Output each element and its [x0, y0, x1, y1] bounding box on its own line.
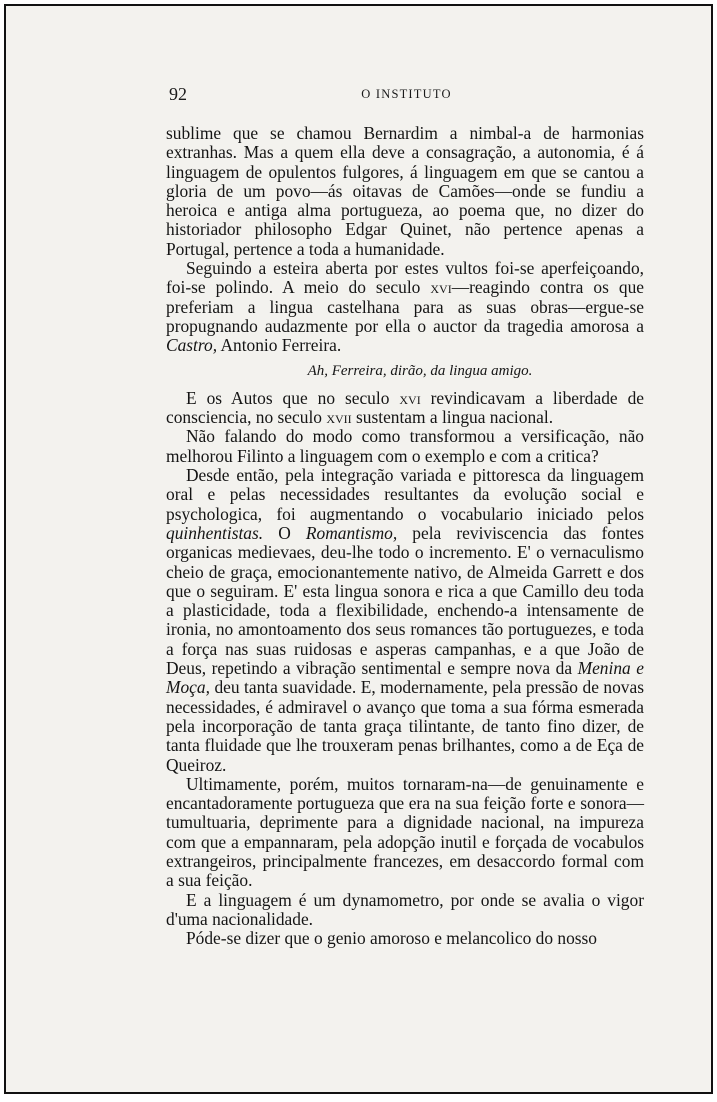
text-run: Seguindo a esteira aberta por estes vultos foi-se aperfeiçoando, foi-se polindo. A meio do seculo: [166, 258, 644, 298]
paragraph: [166, 259, 644, 355]
paragraph: [166, 929, 644, 948]
running-title: O INSTITUTO: [361, 87, 452, 101]
verse-quote: [166, 362, 644, 381]
text-run: Ultimamente, porém, muitos tornaram-na—de genuinamente e encantadoramente portugueza que era na sua feição forte e sonora—tumultuaria, deprimente para a dignidade nacional, na impureza com que a empannaram, pela adopção inutil e forçada de vocabulos extrangeiros, principalmente francezes, em desaccordo formal com a sua feição.: [166, 773, 644, 891]
paragraph: [166, 466, 644, 775]
text-run: O: [263, 522, 306, 543]
page-number: 92: [169, 84, 187, 104]
text-run: sustentam a lingua nacional.: [351, 407, 554, 428]
text-run: Antonio Ferreira.: [217, 335, 342, 356]
italic-text: Menina e Moça,: [166, 658, 644, 698]
paragraph: [166, 891, 644, 930]
text-run: E os Autos que no seculo: [186, 387, 400, 408]
text-run: Desde então, pela integração variada e pittoresca da linguagem oral e pelas necessidades resultantes da evolução social e psychologica, foi augmentando o vocabulario iniciado pelos: [166, 465, 644, 524]
italic-text: Castro,: [166, 335, 218, 356]
paragraph: [166, 775, 644, 891]
text-run: —reagindo contra os que preferiam a lingua castelhana para as suas obras—ergue-se propugnando audazmente por ella o auctor da tragedia amorosa a: [166, 277, 644, 336]
paragraph: [166, 389, 644, 428]
text-run: Póde-se dizer que o genio amoroso e melancolico do nosso: [186, 928, 597, 949]
italic-text: quinhentistas.: [166, 522, 264, 543]
text-run: sublime que se chamou Bernardim a nimbal-a de harmonias extranhas. Mas a quem ella deve a consagração, a autonomia, é á linguagem de opulentos fulgores, á linguagem em que se cantou a gloria de um povo—ás oitavas de Camões—onde se fundiu a heroica e antiga alma portugueza, ao poema que, no dizer do historiador philosopho Edgar Quinet, não pertence apenas a Portugal, pertence a toda a humanidade.: [166, 123, 644, 259]
small-caps-text: xvi: [399, 387, 421, 408]
body-text: [166, 124, 644, 948]
text-run: revindicavam a liberdade de consciencia, no seculo: [166, 387, 644, 428]
italic-text: Romantismo,: [305, 522, 398, 543]
text-run: pela reviviscencia das fontes organicas medievaes, deu-lhe todo o incremento. E' o vernaculismo cheio de graça, emocionantemente nativo, de Almeida Garrett e dos que o seguiram. E' esta lingua sonora e rica a que Camillo deu toda a plasticidade, toda a flexibilidade, enchendo-a intensamente de ironia, no amontoamento dos seus romances tão portuguezes, e toda a força nas suas ruidosas e asperas campanhas, e a que João de Deus, repetindo a vibração sentimental e sempre nova da: [166, 522, 644, 679]
paragraph: [166, 124, 644, 259]
text-run: Não falando do modo como transformou a versificação, não melhorou Filinto a linguagem com o exemplo e com a critica?: [166, 426, 644, 466]
paragraph: [166, 427, 644, 466]
text-run: Ah, Ferreira, dirão, da lingua amigo.: [307, 362, 533, 379]
small-caps-text: xvi: [430, 277, 452, 298]
page-header: [169, 84, 644, 108]
small-caps-text: xvii: [326, 407, 352, 428]
text-run: deu tanta suavidade. E, modernamente, pela pressão de novas necessidades, é admiravel o avanço que toma a sua fórma esmerada pela incorporação de tanta graça tilintante, de tanto fino dizer, de tanta fluidade que lhe trouxeram penas brilhantes, como a de Eça de Queiroz.: [166, 677, 644, 775]
book-page: [4, 4, 713, 1094]
text-run: E a linguagem é um dynamometro, por onde se avalia o vigor d'uma nacionalidade.: [166, 889, 644, 929]
